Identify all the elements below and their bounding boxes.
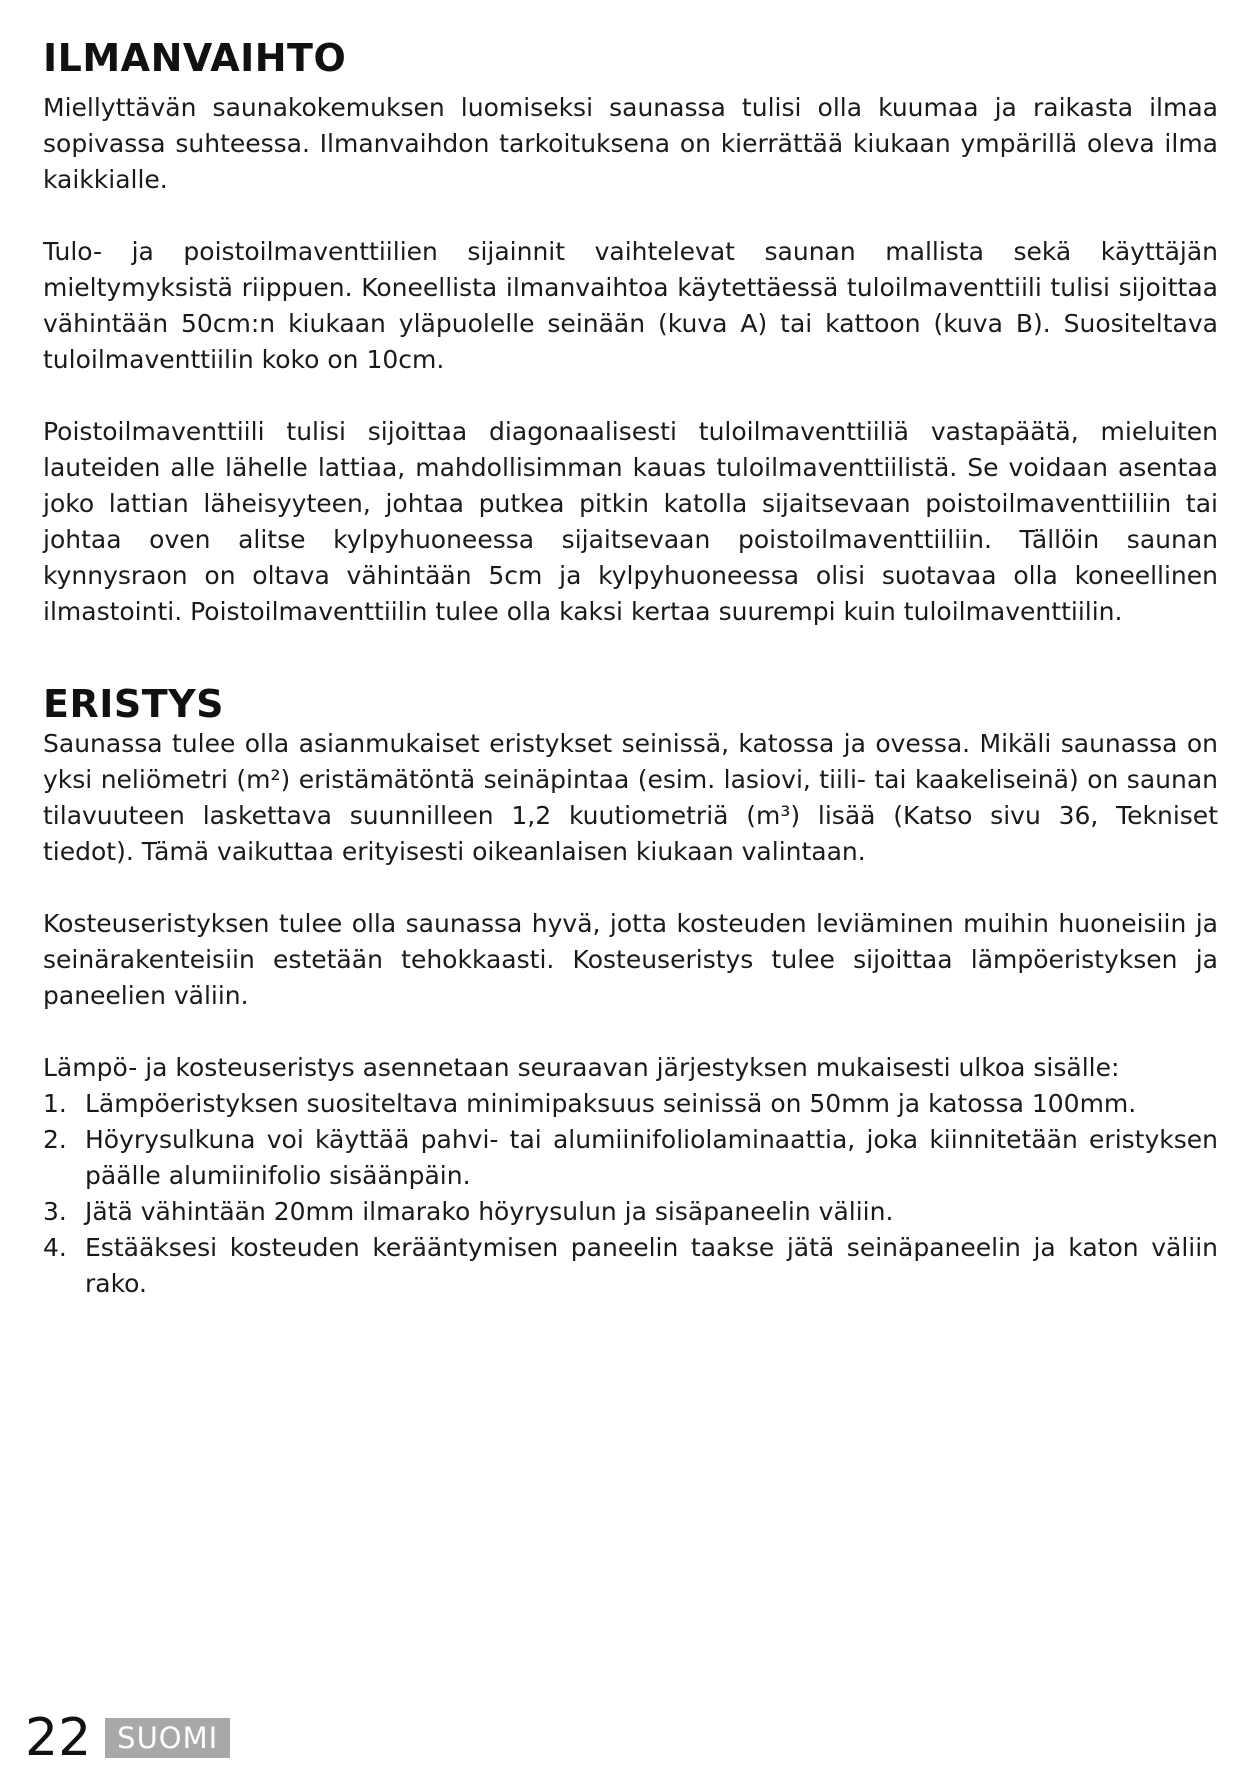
paragraph: Miellyttävän saunakokemuksen luomiseksi saunassa tulisi olla kuumaa ja raikasta ilmaa sopivassa suhteessa. Ilmanvaihdon tarkoituksena on kierrättää kiukaan ympärillä oleva ilma kaikkialle.	[43, 93, 1218, 194]
list-item-number: 4.	[43, 1233, 67, 1262]
list-item	[43, 1230, 1218, 1302]
paragraph: Tulo- ja poistoilmaventtiilien sijainnit vaihtelevat saunan mallista sekä käyttäjän mieltymyksistä riippuen. Koneellista ilmanvaihtoa käytettäessä tuloilmaventtiili tulisi sijoittaa vähintään 50cm:n kiukaan yläpuolelle seinään (kuva A) tai kattoon (kuva B). Suositeltava tuloilmaventtiilin koko on 10cm.	[43, 237, 1218, 374]
list-item-text: Höyrysulkuna voi käyttää pahvi- tai alumiinifoliolaminaattia, joka kiinnitetään eristyksen päälle alumiinifolio sisäänpäin.	[85, 1125, 1218, 1190]
list-item	[43, 1086, 1218, 1122]
page-number: 22	[25, 1708, 92, 1768]
page-footer	[25, 1710, 230, 1766]
list-item-text: Jätä vähintään 20mm ilmarako höyrysulun ja sisäpaneelin väliin.	[85, 1197, 894, 1226]
paragraph: Saunassa tulee olla asianmukaiset eristykset seinissä, katossa ja ovessa. Mikäli saunassa on yksi neliömetri (m²) eristämätöntä seinäpintaa (esim. lasiovi, tiili- tai kaakeliseinä) on saunan tilavuuteen laskettava suunnilleen 1,2 kuutiometriä (m³) lisää (Katso sivu 36, Tekniset tiedot). Tämä vaikuttaa erityisesti oikeanlaisen kiukaan valintaan.	[43, 729, 1218, 866]
list-item	[43, 1194, 1218, 1230]
paragraph: Kosteuseristyksen tulee olla saunassa hyvä, jotta kosteuden leviäminen muihin huoneisiin ja seinärakenteisiin estetään tehokkaasti. Kosteuseristys tulee sijoittaa lämpöeristyksen ja paneelien väliin.	[43, 909, 1218, 1010]
section-title-ilmanvaihto: ILMANVAIHTO	[43, 36, 347, 80]
list-item-text: Lämpöeristyksen suositeltava minimipaksuus seinissä on 50mm ja katossa 100mm.	[85, 1089, 1137, 1118]
section-title-eristys: ERISTYS	[43, 682, 225, 726]
list-intro: Lämpö- ja kosteuseristys asennetaan seuraavan järjestyksen mukaisesti ulkoa sisälle:	[43, 1053, 1120, 1082]
document-page	[43, 36, 1218, 1302]
list-item-number: 1.	[43, 1089, 67, 1118]
list-item	[43, 1122, 1218, 1194]
paragraph: Poistoilmaventtiili tulisi sijoittaa diagonaalisesti tuloilmaventtiiliä vastapäätä, mieluiten lauteiden alle lähelle lattiaa, mahdollisimman kauas tuloilmaventtiilistä. Se voidaan asentaa joko lattian läheisyyteen, johtaa putkea pitkin katolla sijaitsevaan poistoilmaventtiiliin tai johtaa oven alitse kylpyhuoneessa sijaitsevaan poistoilmaventtiiliin. Tällöin saunan kynnysraon on oltava vähintään 5cm ja kylpyhuoneessa olisi suotavaa olla koneellinen ilmastointi. Poistoilmaventtiilin tulee olla kaksi kertaa suurempi kuin tuloilmaventtiilin.	[43, 417, 1218, 626]
list-item-text: Estääksesi kosteuden kerääntymisen paneelin taakse jätä seinäpaneelin ja katon väliin rako.	[85, 1233, 1218, 1298]
insulation-steps-list	[43, 1086, 1218, 1302]
list-item-number: 3.	[43, 1197, 67, 1226]
list-item-number: 2.	[43, 1125, 67, 1154]
language-label: SUOMI	[105, 1718, 230, 1758]
